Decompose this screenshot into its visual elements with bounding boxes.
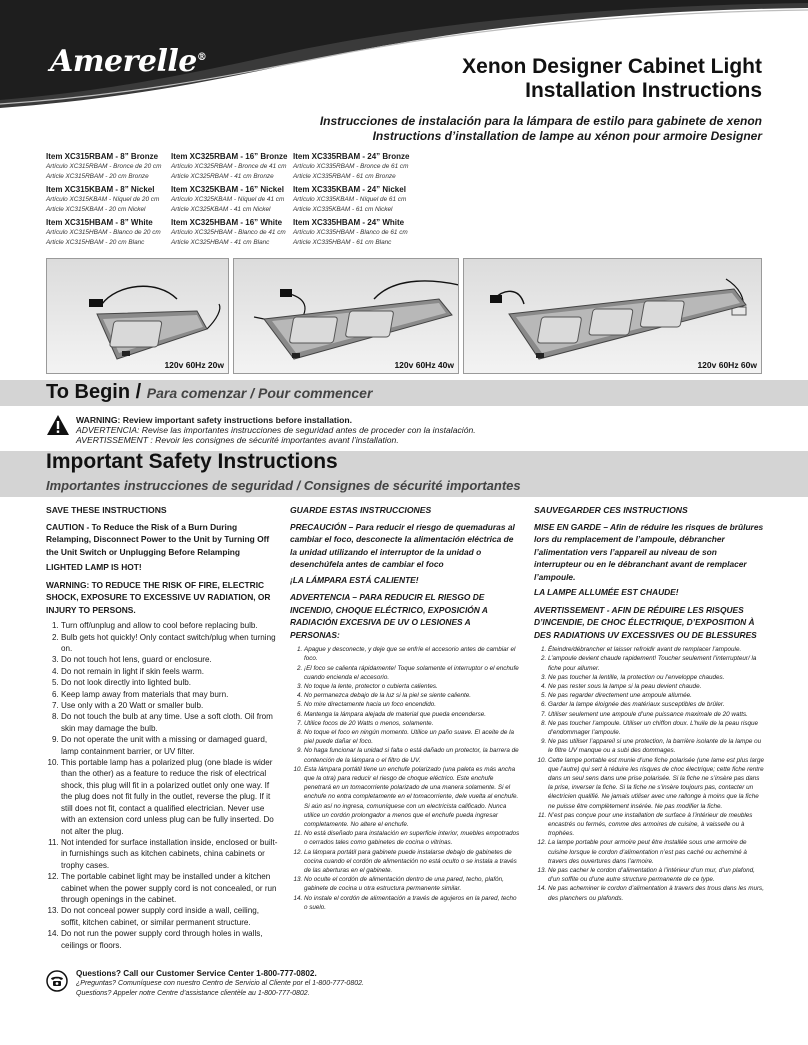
warning-heading: AVERTISSEMENT - AFIN DE RÉDUIRE LES RISQUES D’INCENDIE, DE CHOC ÉLECTRIQUE, D’EXPOSITION À DES RADIATIONS UV EXCESSIVES OU DE BLESSURES [534,604,757,640]
page-title: Xenon Designer Cabinet Light Installation Instructions [462,55,762,102]
list-item: 6. Garder la lampe éloignée des matériaux susceptibles de brûler. [548,700,766,709]
list-item: 5. Ne pas regarder directement une ampoule allumée. [548,691,766,700]
phone-icon [46,970,68,992]
item-entry: Item XC325KBAM - 16” Nickel Artículo XC325KBAM - Níquel de 41 cm Article XC325KBAM - 41 cm Nickel [171,185,285,213]
list-item: 4. No permanezca debajo de la luz si la piel se siente caliente. [304,691,520,700]
caution-text: CAUTION - To Reduce the Risk of a Burn During Relamping, Disconnect Power to the Unit by Turning Off the Unit Switch or Unplugging Before Relamping [46,521,270,557]
caution-text: PRECAUCIÓN – Para reducir el riesgo de quemaduras al cambiar el foco, desconecte la alimentación eléctrica de la unidad utilizando el interruptor de la unidad o desenchúfela antes de cambiar el foco [290,521,515,570]
list-item: 11. N’est pas conçue pour une installation de surface à l’intérieur de meubles encastrés ou fermés, comme des armoires de cuisine, à vaisselle ou à trophées. [548,811,766,839]
list-item: 14. Ne pas acheminer le cordon d’alimentation à travers des trous dans les murs, des planchers ou plafonds. [548,884,766,902]
list-item: 3. Do not touch hot lens, guard or enclosure. [61,654,278,665]
list-item: 14. No instale el cordón de alimentación a través de agujeros en la pared, techo o suelo. [304,894,520,912]
list-item: 3. Ne pas toucher la lentille, la protection ou l’enveloppe chaudes. [548,673,766,682]
list-item: 1. Apague y desconecte, y deje que se enfríe el accesorio antes de cambiar el foco. [304,645,520,663]
list-item: 13. Do not conceal power supply cord inside a wall, ceiling, soffit, kitchen cabinet, or similar permanent structure. [61,905,278,928]
list-item: 1. Turn off/unplug and allow to cool before replacing bulb. [61,620,278,631]
photo-spec-label: 120v 60Hz 60w [697,360,757,370]
page-subtitles: Instrucciones de instalación para la lámpara de estilo para gabinete de xenon Instructions d’installation de lampe au xénon pour armoire Designer [319,114,762,143]
list-item: 7. Utilice focos de 20 Watts o menos, solamente. [304,719,520,728]
list-item: 13. Ne pas cacher le cordon d’alimentation à l’intérieur d’un mur, d’un plafond, d’un soffite ou d’une autre structure permanente de ce type. [548,866,766,884]
safety-subheading: Importantes instrucciones de seguridad / Consignes de sécurité importantes [46,478,521,493]
instruction-list [46,620,278,951]
warning-icon [46,414,70,436]
save-instructions: SAUVEGARDER CES INSTRUCTIONS [534,505,688,515]
lamp-8in-illustration [47,259,229,374]
list-item: 6. Keep lamp away from materials that may burn. [61,689,278,700]
customer-service-footer: Questions? Call our Customer Service Center 1-800-777-0802. ¿Preguntas? Comuníquese con nuestro Centro de Servicio al Cliente por el 1-800-777-0802. Questions? Appeler notre Centre d’assistance clientèle au 1-800-777-0802. [76,969,364,997]
list-item: 9. No haga funcionar la unidad si falta o está dañado un protector, la barrera de contención de la lámpara o el filtro de UV. [304,746,520,764]
instructions-french [534,505,766,903]
hot-lamp-notice: LIGHTED LAMP IS HOT! [46,562,142,573]
item-entry: Item XC335HBAM - 24” White Artículo XC335HBAM - Blanco de 61 cm Article XC335HBAM - 61 cm Blanc [293,218,408,246]
instructions-spanish [290,505,520,912]
item-entry: Item XC315KBAM - 8” Nickel Artículo XC315KBAM - Níquel de 20 cm Article XC315KBAM - 20 cm Nickel [46,185,160,213]
photo-spec-label: 120v 60Hz 20w [164,360,224,370]
begin-heading: To Begin / Para comenzar / Pour commencer [46,381,373,403]
instructions-english [46,505,278,951]
list-item: 2. Bulb gets hot quickly! Only contact switch/plug when turning on. [61,632,278,655]
warning-heading: ADVERTENCIA – PARA REDUCIR EL RIESGO DE INCENDIO, CHOQUE ELÉCTRICO, EXPOSICIÓN A RADIACIÓN EXCESIVA DE UV O LESIONES A PERSONAS: [290,592,488,640]
list-item: 9. Do not operate the unit with a missing or damaged guard, lamp containment barrier, or UV filter. [61,734,278,757]
hot-lamp-notice: LA LAMPE ALLUMÉE EST CHAUDE! [534,587,679,598]
hot-lamp-notice: ¡LA LÁMPARA ESTÁ CALIENTE! [290,574,419,585]
list-item: 3. No toque la lente, protector o cubierta calientes. [304,682,520,691]
list-item: 7. Use only with a 20 Watt or smaller bulb. [61,700,278,711]
caution-text: MISE EN GARDE – Afin de réduire les risques de brûlures lors du remplacement de l’ampoule, débrancher l’alimentation vers l’appareil au niveau de son interrupteur ou en le débranchant avant de remplacer l’ampoule. [534,521,764,582]
item-entry: Item XC325RBAM - 16” Bronze Artículo XC325RBAM - Bronce de 41 cm Article XC325RBAM - 41 cm Bronze [171,152,288,180]
brand-logo: Amerelle® [50,44,207,79]
list-item: 5. Do not look directly into lighted bulb. [61,677,278,688]
item-entry: Item XC315HBAM - 8” White Artículo XC315HBAM - Blanco de 20 cm Article XC315HBAM - 20 cm Blanc [46,218,161,246]
list-item: 10. Cette lampe portable est munie d’une fiche polarisée (une lame est plus large que l’autre) qui sert à réduire les risques de choc électrique; cette fiche rentre dans un seul sens dans une prise polarisée. Si la fiche ne s’insère pas dans la prise, inverser la fiche. Si la fiche ne s’insère toujours pas, contacter un électricien qualifié. Ne jamais utiliser avec une rallonge à moins que la fiche ne puisse être complètement insérée. Ne pas modifier la fiche. [548,756,766,811]
lamp-16in-illustration [234,259,459,374]
list-item: 2. L’ampoule devient chaude rapidement! Toucher seulement l’interrupteur/ la fiche pour allumer. [548,654,766,672]
list-item: 14. Do not run the power supply cord through holes in walls, ceilings or floors. [61,928,278,951]
product-photo-16in [233,258,459,374]
list-item: 7. Utiliser seulement une ampoule d’une puissance maximale de 20 watts. [548,710,766,719]
save-instructions: SAVE THESE INSTRUCTIONS [46,505,167,515]
product-photo-8in [46,258,229,374]
product-photo-24in [463,258,762,374]
list-item: 4. Do not remain in light if skin feels warm. [61,666,278,677]
list-item: 11. Not intended for surface installation inside, enclosed or built-in furnishings such as kitchen cabinets, china cabinets or trophy cases. [61,837,278,871]
lamp-24in-illustration [464,259,762,374]
item-entry: Item XC315RBAM - 8” Bronze Artículo XC315RBAM - Bronce de 20 cm Article XC315RBAM - 20 cm Bronze [46,152,162,180]
item-entry: Item XC335KBAM - 24” Nickel Artículo XC335KBAM - Níquel de 61 cm Article XC335KBAM - 61 cm Nickel [293,185,407,213]
list-item: 12. La lámpara portátil para gabinete puede instalarse debajo de gabinetes de cocina cuando el cordón de alimentación no está oculto o se instala a través de las aberturas en el gabinete. [304,848,520,876]
list-item: 10. This portable lamp has a polarized plug (one blade is wider than the other) as a feature to reduce the risk of electrical shock, this plug will fit in a polarized outlet only one way. If the plug does not fit fully in the outlet, reverse the plug. If it still does not fit, contact a qualified electrician. Never use with an extension cord unless plug can be fully inserted. Do not alter the plug. [61,757,278,837]
list-item: 13. No oculte el cordón de alimentación dentro de una pared, techo, plafón, gabinete de cocina u otra estructura permanente similar. [304,875,520,893]
list-item: 12. The portable cabinet light may be installed under a kitchen cabinet when the power supply cord is not concealed, or run through openings in the cabinet. [61,871,278,905]
instruction-list [290,645,520,912]
list-item: 12. La lampe portable pour armoire peut être installée sous une armoire de cuisine lorsque le cordon d’alimentation n’est pas caché ou acheminé à travers des ouvertures dans l’armoire. [548,838,766,866]
list-item: 10. Esta lámpara portátil tiene un enchufe polarizado (una paleta es más ancha que la otra) para reducir el riesgo de choque eléctrico. Este enchufe penetrará en un tomacorriente polarizado de una manera solamente. Si el enchufe no entra completamente en el tomacorriente, dele vuelta al enchufe. Si aún así no ingresa, comuníquese con un electricista calificado. Nunca utilice un cordón prolongador a menos que el enchufe pueda ingresar completamente. No altere el enchufe. [304,765,520,829]
save-instructions: GUARDE ESTAS INSTRUCCIONES [290,505,432,515]
list-item: 1. Éteindre/débrancher et laisser refroidir avant de remplacer l’ampoule. [548,645,766,654]
list-item: 8. Do not touch the bulb at any time. Use a soft cloth. Oil from skin may damage the bulb. [61,711,278,734]
warning-heading: WARNING: TO REDUCE THE RISK OF FIRE, ELECTRIC SHOCK, EXPOSURE TO EXCESSIVE UV RADIATION, OR INJURY TO PERSONS. [46,579,271,615]
list-item: 11. No está diseñado para instalación en superficie interior, muebles empotrados o cerrados tales como gabinetes de cocina o vitrinas. [304,829,520,847]
item-entry: Item XC335RBAM - 24” Bronze Artículo XC335RBAM - Bronce de 61 cm Article XC335RBAM - 61 cm Bronze [293,152,410,180]
list-item: 9. Ne pas utiliser l’appareil si une protection, la barrière isolante de la lampe ou le filtre UV manque ou a subi des dommages. [548,737,766,755]
instruction-list [534,645,766,903]
photo-spec-label: 120v 60Hz 40w [394,360,454,370]
list-item: 8. Ne pas toucher l’ampoule. Utiliser un chiffon doux. L’huile de la peau risque d’endommager l’ampoule. [548,719,766,737]
item-entry: Item XC325HBAM - 16” White Artículo XC325HBAM - Blanco de 41 cm Article XC325HBAM - 41 cm Blanc [171,218,286,246]
list-item: 5. No mire directamente hacia un foco encendido. [304,700,520,709]
safety-heading: Important Safety Instructions [46,450,338,473]
list-item: 4. Ne pas rester sous la lampe si la peau devient chaude. [548,682,766,691]
list-item: 6. Mantenga la lámpara alejada de material que pueda encenderse. [304,710,520,719]
warning-text: WARNING: Review important safety instructions before installation. ADVERTENCIA: Revise las importantes instrucciones de seguridad antes de proceder con la instalación. AVERTISSEMENT : Revoir les consignes de sécurité importantes avant l’installation. [76,415,476,445]
list-item: 8. No toque el foco en ningún momento. Utilice un paño suave. El aceite de la piel puede dañar el foco. [304,728,520,746]
list-item: 2. ¡El foco se calienta rápidamente! Toque solamente el interruptor o el enchufe cuando encienda el accesorio. [304,664,520,682]
